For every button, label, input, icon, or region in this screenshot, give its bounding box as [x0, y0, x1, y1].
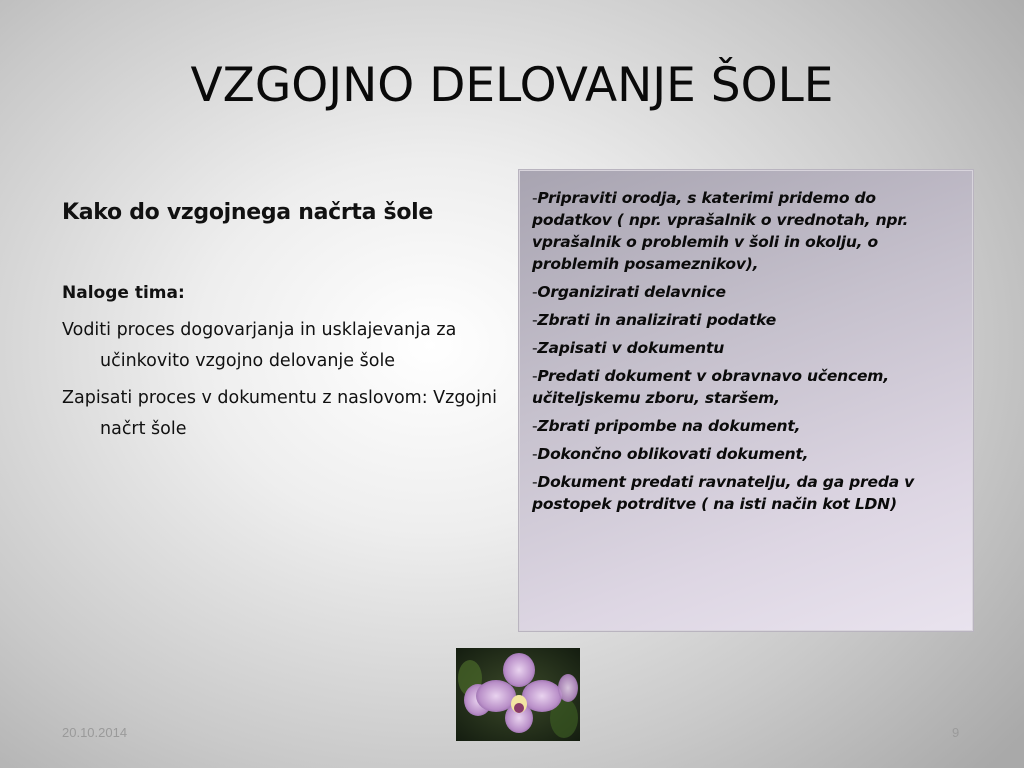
step-text: Zapisati v dokumentu: [537, 339, 725, 357]
step-dash: -: [532, 367, 538, 385]
orchid-photo: [456, 648, 580, 741]
step-item: [532, 337, 958, 359]
step-dash: -: [532, 283, 538, 301]
team-tasks-label: Naloge tima:: [62, 283, 185, 303]
slide-title: VZGOJNO DELOVANJE ŠOLE: [190, 58, 834, 113]
step-dash: -: [532, 417, 538, 435]
step-item: [532, 281, 958, 303]
left-column: [62, 200, 512, 451]
footer-date: 20.10.2014: [62, 725, 128, 740]
task-item: Zapisati proces v dokumentu z naslovom: Vzgojni načrt šole: [62, 388, 497, 439]
step-text: Predati dokument v obravnavo učencem, učiteljskemu zboru, staršem,: [532, 367, 889, 407]
step-dash: -: [532, 189, 538, 207]
step-dash: -: [532, 445, 538, 463]
step-dash: -: [532, 473, 538, 491]
subheading: Kako do vzgojnega načrta šole: [62, 200, 434, 225]
step-item: [532, 415, 958, 437]
page-number: 9: [952, 725, 960, 740]
step-item: [532, 443, 958, 465]
step-text: Organizirati delavnice: [537, 283, 726, 301]
step-text: Pripraviti orodja, s katerimi pridemo do podatkov ( npr. vprašalnik o vrednotah, npr. vprašalnik o problemih v šoli in okolju, o problemih posameznikov),: [532, 189, 909, 273]
step-item: [532, 471, 958, 515]
step-text: Dokument predati ravnatelju, da ga preda v postopek potrditve ( na isti način kot LDN): [532, 473, 915, 513]
step-text: Dokončno oblikovati dokument,: [537, 445, 809, 463]
step-dash: -: [532, 311, 538, 329]
task-item: Voditi proces dogovarjanja in usklajevanja za učinkovito vzgojno delovanje šole: [62, 320, 457, 371]
step-text: Zbrati in analizirati podatke: [537, 311, 777, 329]
step-item: [532, 309, 958, 331]
step-item: [532, 365, 958, 409]
step-item: [532, 187, 958, 275]
step-text: Zbrati pripombe na dokument,: [537, 417, 801, 435]
orchid-image: [456, 648, 580, 741]
step-dash: -: [532, 339, 538, 357]
steps-box: [519, 170, 973, 631]
